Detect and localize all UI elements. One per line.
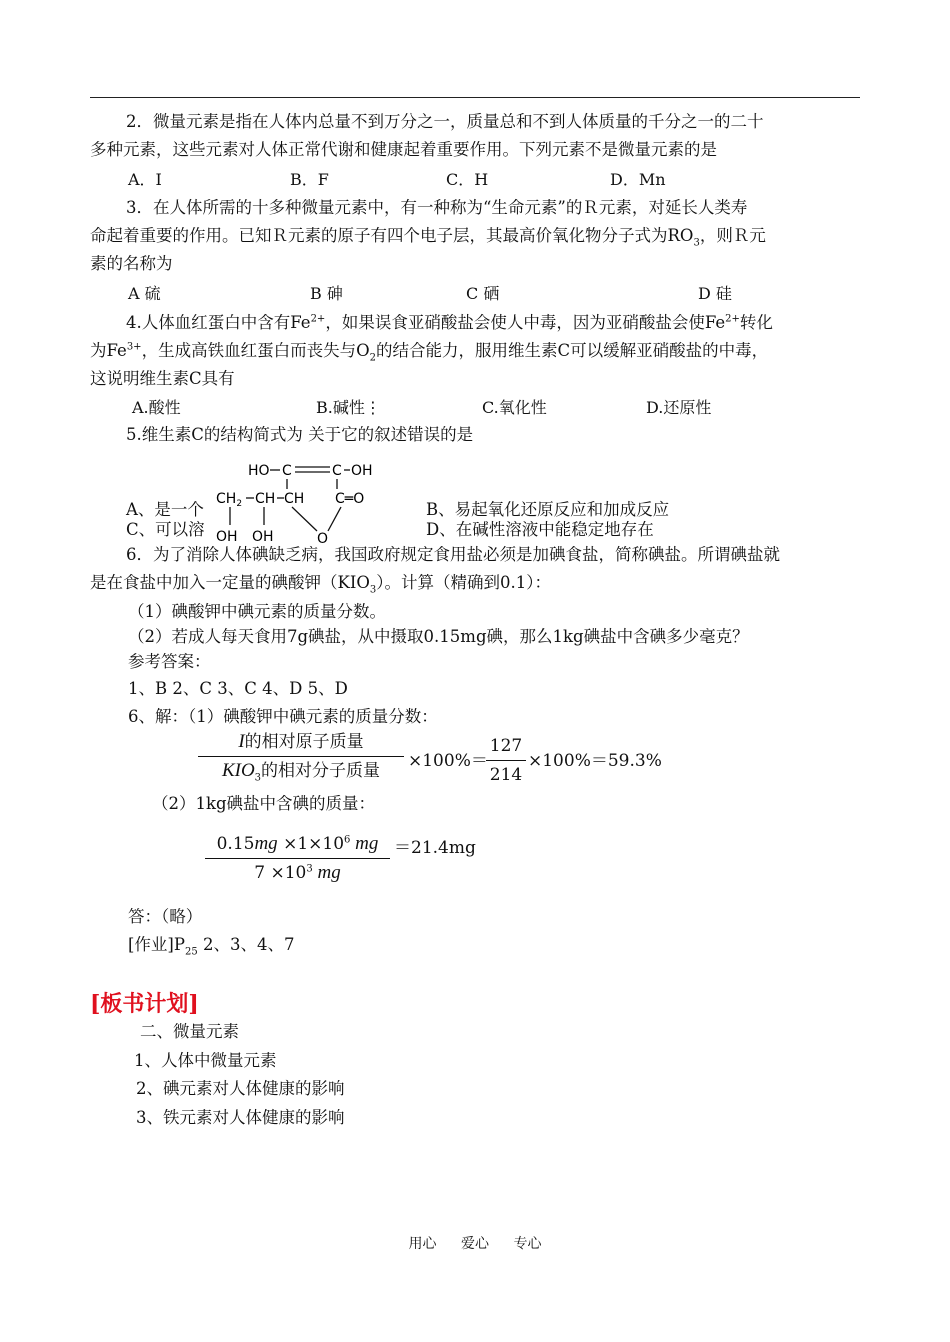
q5-option-d: D、在碱性溶液中能稳定地存在 (426, 520, 654, 539)
q3-line3: 素的名称为 (90, 254, 173, 273)
q6-sub1: （1）碘酸钾中碘元素的质量分数。 (128, 602, 386, 621)
q6-line1: 6．为了消除人体碘缺乏病，我国政府规定食用盐必须是加碘食盐，简称碘盐。所谓碘盐就 (126, 545, 780, 564)
q3-option-a: A 硫 (128, 284, 161, 303)
q2-line1: 2．微量元素是指在人体内总量不到万分之一，质量总和不到人体质量的千分之一的二十 (126, 112, 764, 131)
answers-homework: [作业]$P_{25}$ 2、3、4、7 (128, 935, 295, 958)
struct-ch3: CH (284, 491, 305, 507)
board-item-4: 3、铁元素对人体健康的影响 (136, 1108, 345, 1127)
formula1-fraction2 (486, 734, 526, 787)
struct-ch2: $CH_2$ (216, 491, 243, 509)
struct-oh-1: OH (216, 529, 238, 545)
q2-line2: 多种元素，这些元素对人体正常代谢和健康起着重要作用。下列元素不是微量元素的是 (90, 140, 717, 159)
answers-reply: 答：（略） (128, 907, 203, 926)
q3-line1: 3．在人体所需的十多种微量元素中，有一种称为“生命元素”的Ｒ元素，对延长人类寿 (126, 198, 748, 217)
q6-sub2: （2）若成人每天食用7g碘盐，从中摄取0.15mg碘，那么1kg碘盐中含碘多少毫克？ (128, 627, 749, 646)
q5-option-a: A、是一个 (126, 500, 204, 519)
formula1-tail: ×100%＝59.3% (528, 751, 662, 771)
q4-line1: 4.人体血红蛋白中含有$Fe^{2+}$，如果误食亚硝酸盐会使人中毒，因为亚硝酸盐会使$Fe^{2+}$转化 (126, 313, 773, 332)
board-item-3: 2、碘元素对人体健康的影响 (136, 1079, 345, 1098)
formula2-denominator: $7 \times 10^3$ mg (254, 862, 341, 883)
formula1-denominator: $KIO_3$的相对分子质量 (221, 760, 381, 784)
answers-solution2: （2）1kg碘盐中含碘的质量： (152, 794, 376, 813)
footer-item-2: 爱心 (461, 1236, 489, 1252)
formula1-mid: ×100%＝ (408, 751, 488, 771)
q5-option-c: C、可以溶 (126, 520, 205, 539)
q2-option-a: A．I (128, 170, 162, 189)
answers-solution: 6、解：（1）碘酸钾中碘元素的质量分数： (128, 707, 438, 726)
formula1-num2: 127 (489, 736, 523, 756)
struct-c2: C (332, 463, 342, 479)
q2-option-b: B．F (290, 170, 329, 189)
struct-ch: CH (255, 491, 276, 507)
board-heading: [板书计划] (90, 991, 199, 1017)
q6-line2: 是在食盐中加入一定量的碘酸钾$(KIO_3)$。计算（精确到0.1）： (90, 573, 551, 596)
q4-option-d: D.还原性 (646, 398, 712, 417)
q5-option-b: B、易起氧化还原反应和加成反应 (426, 500, 670, 519)
q4-option-c: C.氧化性 (482, 398, 547, 417)
q3-line2: 命起着重要的作用。已知Ｒ元素的原子有四个电子层，其最高价氧化物分子式为$RO_3$，则Ｒ元 (90, 226, 766, 249)
q4-line2: 为$Fe^{3+}$，生成高铁血红蛋白而丧失与$O_2$的结合能力，服用维生素C可以缓解亚硝酸盐的中毒， (90, 341, 769, 364)
formula2-tail: ＝21.4mg (394, 838, 476, 858)
q4-line3: 这说明维生素C具有 (90, 369, 235, 388)
page-footer (0, 1233, 950, 1253)
vitamin-c-structure (200, 455, 400, 547)
board-item-2: 1、人体中微量元素 (134, 1051, 277, 1070)
answers-list: 1、B 2、C 3、C 4、D 5、D (128, 679, 348, 698)
answers-heading: 参考答案： (128, 652, 211, 671)
formula1-fraction (198, 730, 404, 783)
struct-oh-2: OH (252, 529, 274, 545)
struct-o: O (317, 531, 329, 547)
footer-item-1: 用心 (408, 1236, 437, 1252)
struct-oh-top: OH (351, 463, 373, 479)
header-rule (90, 97, 860, 98)
formula1-numerator: I的相对原子质量 (238, 731, 364, 752)
q4-option-a: A.酸性 (132, 398, 181, 417)
board-item-1: 二、微量元素 (140, 1022, 239, 1041)
struct-co: C═O (335, 491, 365, 507)
footer-item-3: 专心 (513, 1236, 542, 1252)
q2-option-c: C．H (446, 170, 489, 189)
struct-c1: C (282, 463, 292, 479)
q3-option-d: D 硅 (698, 284, 732, 303)
q2-option-d: D．Mn (610, 170, 666, 189)
formula2-numerator: $0.15mg \times 1\times 10^6$ mg (216, 833, 379, 854)
formula2-fraction (205, 832, 390, 885)
formula1-den2: 214 (489, 765, 523, 785)
q4-option-b: B.碱性⋮ (316, 398, 381, 417)
struct-ho: HO (248, 463, 270, 479)
q5-line: 5.维生素C的结构简式为 关于它的叙述错误的是 (126, 425, 474, 444)
q3-option-b: B 砷 (310, 284, 343, 303)
q3-option-c: C 硒 (466, 284, 500, 303)
